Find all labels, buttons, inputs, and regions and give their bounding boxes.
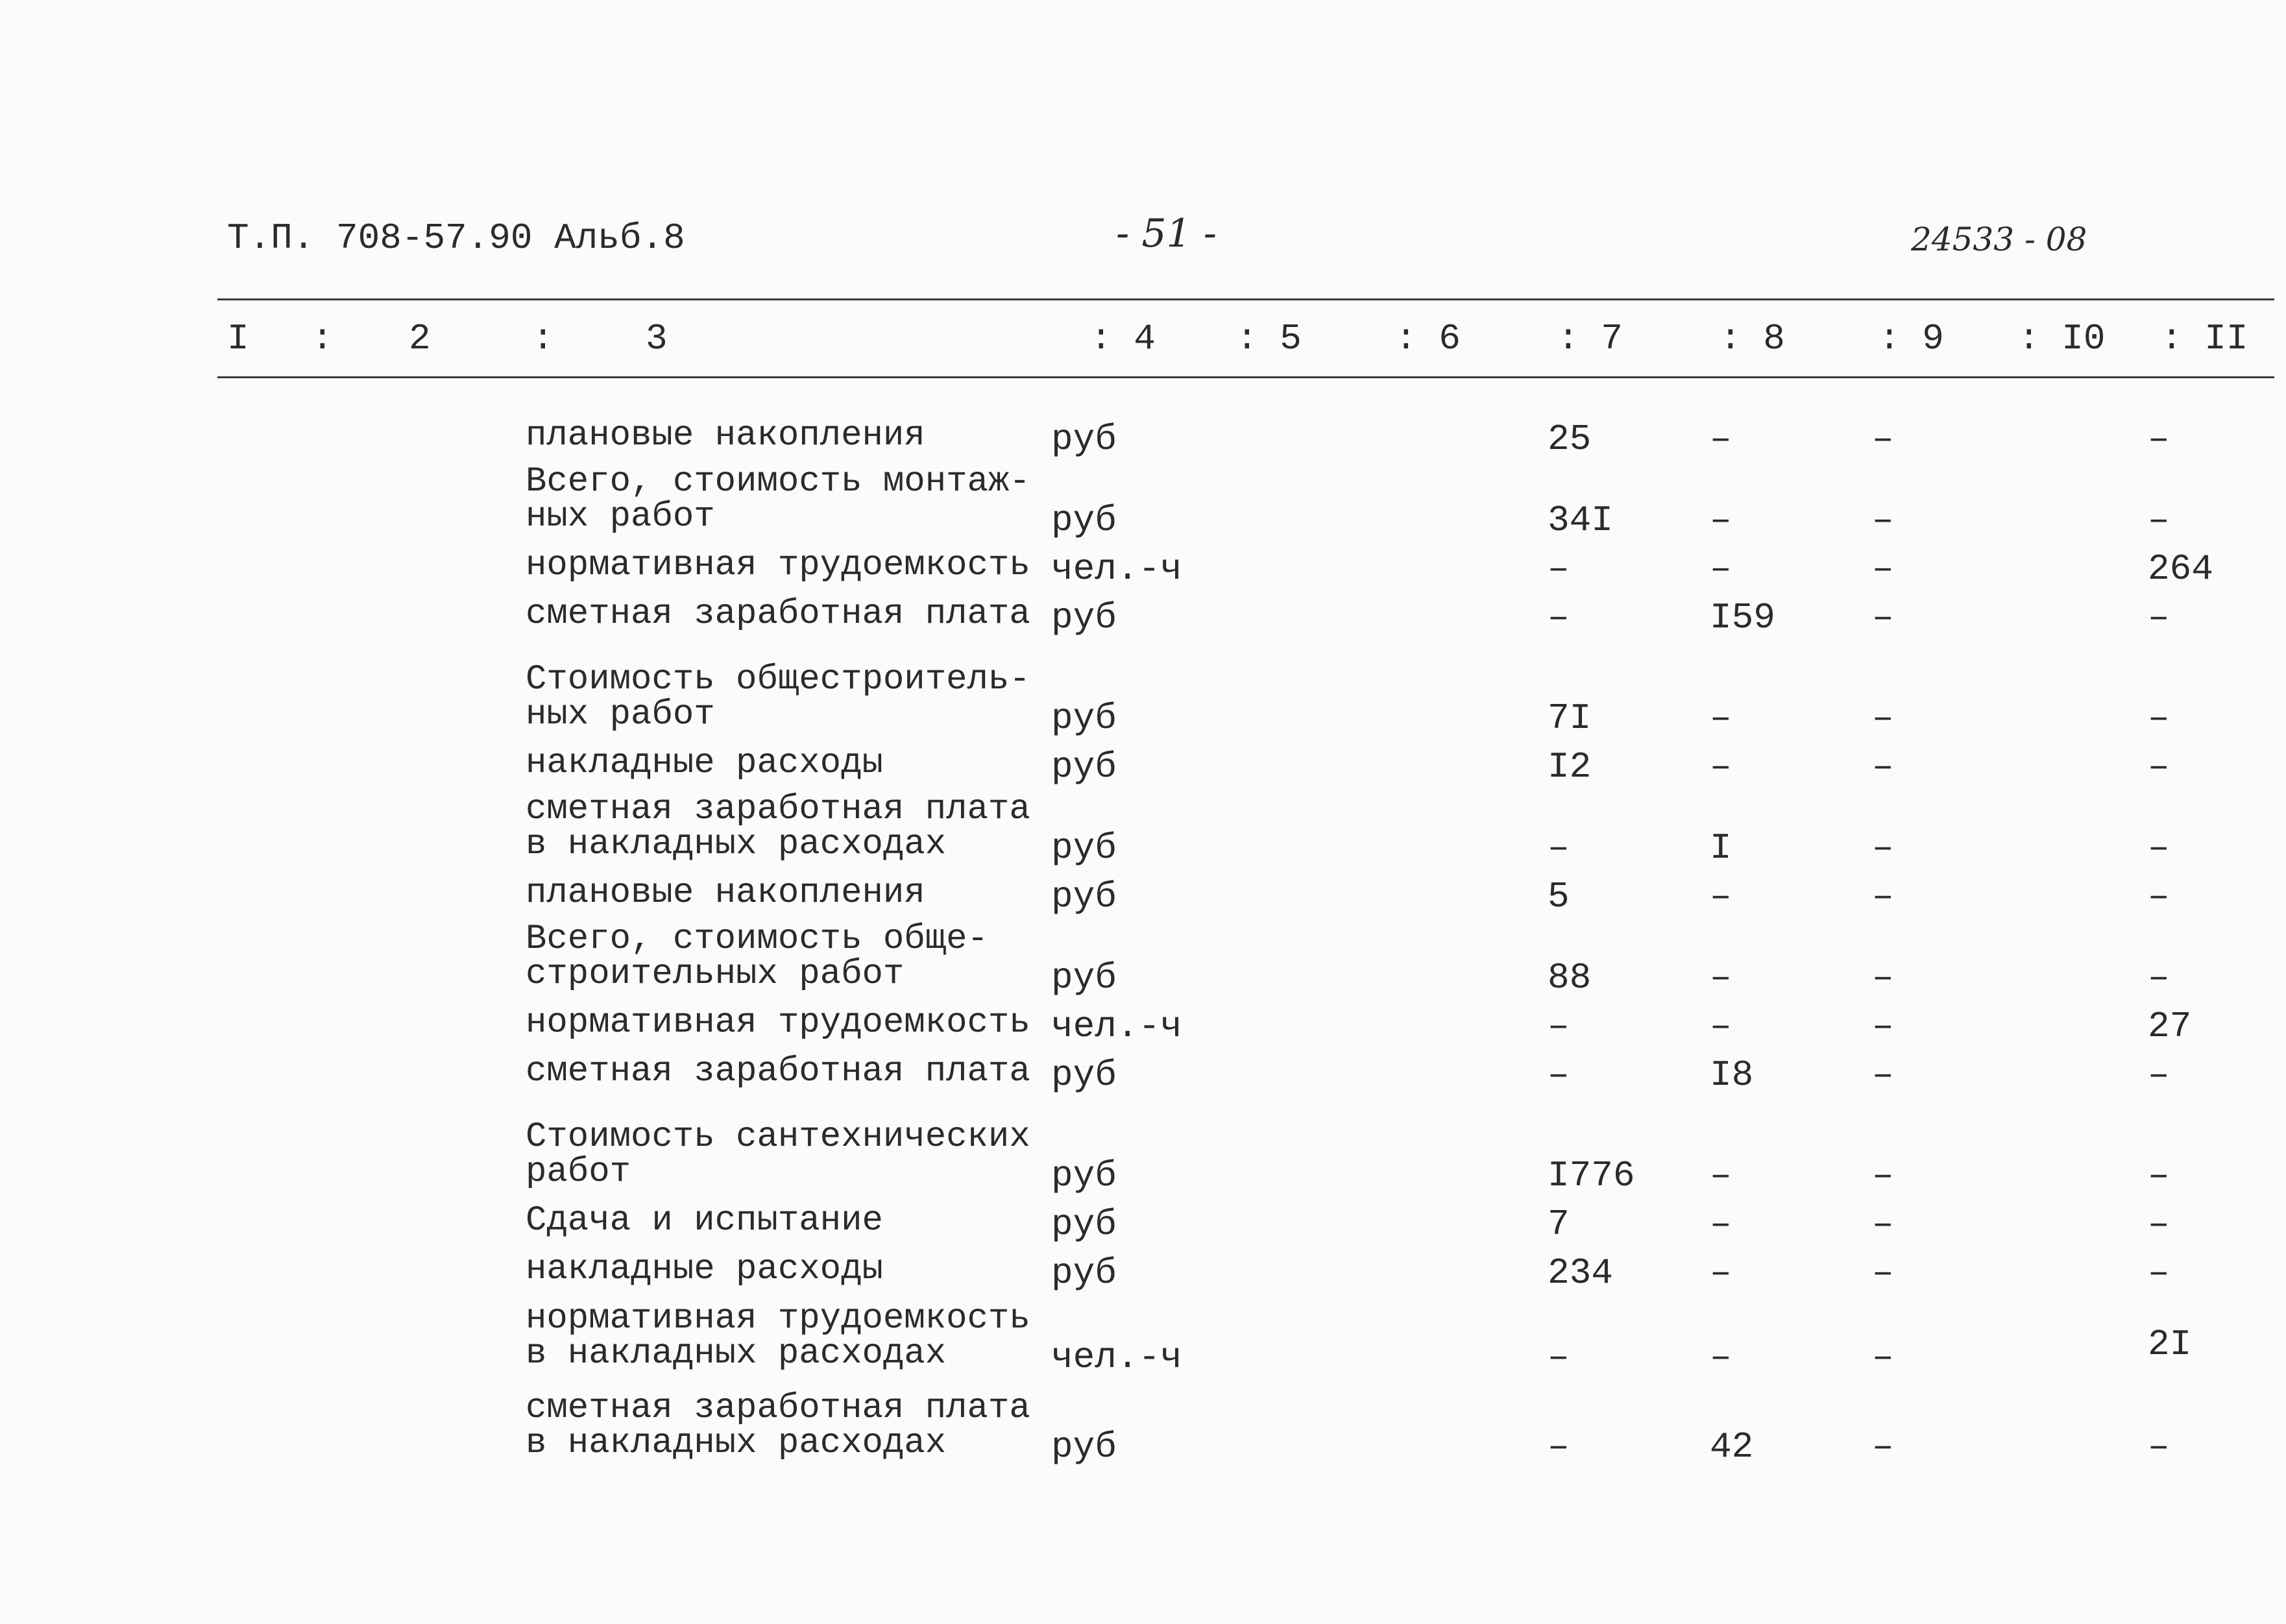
column-8-cell: –	[1710, 1337, 1732, 1378]
column-9-cell: –	[1872, 1155, 1894, 1196]
column-9-cell: –	[1872, 597, 1894, 638]
column-9-cell: –	[1872, 1204, 1894, 1245]
header-bottom-rule	[217, 376, 2274, 378]
column-9-cell: –	[1872, 957, 1894, 999]
column-11-cell: –	[2148, 418, 2170, 460]
column-11-cell: –	[2148, 597, 2170, 638]
column-9-cell: –	[1872, 1252, 1894, 1294]
unit-cell: руб	[1051, 1155, 1117, 1196]
column-8-cell: –	[1710, 1155, 1732, 1196]
description-line: ных работ	[526, 497, 715, 537]
description-line: Стоимость сантехнических	[526, 1117, 1030, 1157]
column-11-cell: –	[2148, 827, 2170, 869]
column-number: : I0	[2018, 318, 2106, 359]
description-line: Всего, стоимость обще-	[526, 919, 988, 959]
column-number: : II	[2161, 318, 2248, 359]
column-11-cell: –	[2148, 697, 2170, 739]
column-8-cell: I59	[1710, 597, 1775, 638]
description-line: сметная заработная плата	[526, 1388, 1030, 1428]
column-7-cell: 88	[1548, 957, 1592, 999]
column-9-cell: –	[1872, 418, 1894, 460]
description-line: плановые накопления	[526, 873, 925, 913]
column-7-cell: 7	[1548, 1204, 1570, 1245]
column-8-cell: –	[1710, 1006, 1732, 1047]
column-9-cell: –	[1872, 1337, 1894, 1378]
column-number: : 9	[1879, 318, 1944, 359]
description-line: строительных работ	[526, 954, 905, 994]
column-7-cell: 5	[1548, 876, 1570, 917]
row-description	[526, 919, 988, 994]
description-line: Сдача и испытание	[526, 1201, 883, 1241]
column-number: 2	[409, 318, 431, 359]
description-line: сметная заработная плата	[526, 594, 1030, 634]
column-8-cell: –	[1710, 418, 1732, 460]
page-number: - 51 -	[1116, 211, 1217, 256]
column-8-cell: –	[1710, 697, 1732, 739]
description-line: нормативная трудоемкость	[526, 1299, 1030, 1339]
column-8-cell: –	[1710, 1252, 1732, 1294]
column-9-cell: –	[1872, 500, 1894, 541]
description-line: ных работ	[526, 695, 715, 734]
column-8-cell: –	[1710, 1204, 1732, 1245]
column-7-cell: –	[1548, 827, 1570, 869]
column-11-cell: 27	[2148, 1006, 2192, 1047]
column-number: : 4	[1090, 318, 1156, 359]
row-description	[526, 873, 925, 913]
column-9-cell: –	[1872, 1426, 1894, 1468]
row-description	[526, 1117, 1030, 1192]
column-8-cell: 42	[1710, 1426, 1754, 1468]
description-line: в накладных расходах	[526, 1424, 947, 1463]
row-description	[526, 1003, 1030, 1043]
column-number: :	[532, 318, 554, 359]
column-7-cell: I2	[1548, 746, 1592, 788]
column-7-cell: –	[1548, 597, 1570, 638]
column-11-cell: 2I	[2148, 1324, 2192, 1365]
row-description	[526, 462, 1030, 537]
column-8-cell: I	[1710, 827, 1732, 869]
unit-cell: руб	[1051, 1252, 1117, 1294]
row-description	[526, 594, 1030, 634]
unit-cell: чел.-ч	[1051, 548, 1182, 590]
description-line: сметная заработная плата	[526, 790, 1030, 829]
column-7-cell: –	[1548, 548, 1570, 590]
column-11-cell: –	[2148, 1252, 2170, 1294]
description-line: Стоимость общестроитель-	[526, 660, 1030, 699]
description-line: в накладных расходах	[526, 1334, 947, 1374]
unit-cell: руб	[1051, 597, 1117, 638]
description-line: сметная заработная плата	[526, 1052, 1030, 1091]
header-top-rule	[217, 298, 2274, 300]
column-8-cell: –	[1710, 500, 1732, 541]
column-8-cell: –	[1710, 876, 1732, 917]
column-7-cell: –	[1548, 1426, 1570, 1468]
row-description	[526, 418, 925, 454]
column-11-cell: –	[2148, 1426, 2170, 1468]
column-11-cell: –	[2148, 1155, 2170, 1196]
row-description	[526, 792, 1030, 862]
unit-cell: руб	[1051, 1426, 1117, 1468]
row-description	[526, 1299, 1030, 1374]
description-line: Всего, стоимость монтаж-	[526, 462, 1030, 502]
column-number: : 7	[1557, 318, 1623, 359]
column-11-cell: –	[2148, 1054, 2170, 1096]
column-11-cell: –	[2148, 500, 2170, 541]
column-9-cell: –	[1872, 827, 1894, 869]
row-description	[526, 662, 1030, 733]
description-line: в накладных расходах	[526, 825, 947, 864]
description-line: нормативная трудоемкость	[526, 1003, 1030, 1043]
column-number: : 5	[1236, 318, 1302, 359]
column-9-cell: –	[1872, 697, 1894, 739]
column-7-cell: 7I	[1548, 697, 1592, 739]
unit-cell: руб	[1051, 957, 1117, 999]
column-7-cell: 25	[1548, 418, 1592, 460]
unit-cell: руб	[1051, 746, 1117, 788]
row-description	[526, 1388, 1030, 1463]
column-number: I	[227, 318, 249, 359]
column-9-cell: –	[1872, 1054, 1894, 1096]
row-description	[526, 548, 1030, 583]
column-7-cell: 234	[1548, 1252, 1613, 1294]
unit-cell: руб	[1051, 500, 1117, 541]
column-number: 3	[646, 318, 668, 359]
row-description	[526, 1252, 883, 1287]
column-8-cell: I8	[1710, 1054, 1754, 1096]
column-11-cell: 264	[2148, 548, 2213, 590]
column-9-cell: –	[1872, 1006, 1894, 1047]
column-11-cell: –	[2148, 957, 2170, 999]
description-line: нормативная трудоемкость	[526, 546, 1030, 585]
inventory-number: 24533 - 08	[1911, 221, 2087, 258]
description-line: работ	[526, 1152, 631, 1192]
column-9-cell: –	[1872, 746, 1894, 788]
column-11-cell: –	[2148, 1204, 2170, 1245]
unit-cell: руб	[1051, 418, 1117, 460]
column-8-cell: –	[1710, 746, 1732, 788]
column-7-cell: –	[1548, 1054, 1570, 1096]
column-7-cell: –	[1548, 1006, 1570, 1047]
unit-cell: руб	[1051, 697, 1117, 739]
column-11-cell: –	[2148, 746, 2170, 788]
column-7-cell: 34I	[1548, 500, 1613, 541]
description-line: накладные расходы	[526, 744, 883, 783]
unit-cell: руб	[1051, 827, 1117, 869]
row-description	[526, 1201, 883, 1241]
column-number: :	[311, 318, 334, 359]
unit-cell: руб	[1051, 876, 1117, 917]
column-number: : 6	[1395, 318, 1461, 359]
column-11-cell: –	[2148, 876, 2170, 917]
column-9-cell: –	[1872, 876, 1894, 917]
unit-cell: чел.-ч	[1051, 1006, 1182, 1047]
column-7-cell: –	[1548, 1337, 1570, 1378]
unit-cell: руб	[1051, 1204, 1117, 1245]
column-number: : 8	[1720, 318, 1785, 359]
column-9-cell: –	[1872, 548, 1894, 590]
unit-cell: чел.-ч	[1051, 1337, 1182, 1378]
column-8-cell: –	[1710, 957, 1732, 999]
row-description	[526, 1054, 1030, 1089]
row-description	[526, 746, 883, 781]
document-reference: Т.П. 708-57.90 Альб.8	[227, 217, 685, 259]
unit-cell: руб	[1051, 1054, 1117, 1096]
column-7-cell: I776	[1548, 1155, 1635, 1196]
description-line: накладные расходы	[526, 1250, 883, 1289]
description-line: плановые накопления	[526, 416, 925, 455]
column-8-cell: –	[1710, 548, 1732, 590]
